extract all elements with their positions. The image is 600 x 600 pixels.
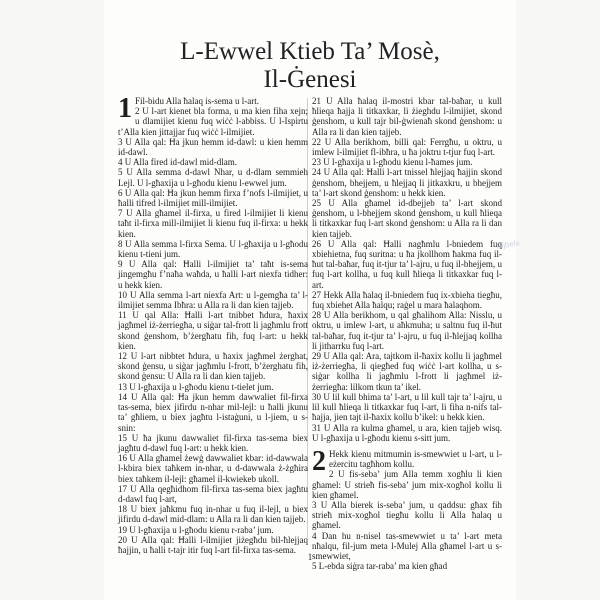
verse-text: 14 U Alla qal: Ħa jkun hemm dawwaliet fil-firxa tas-sema, biex jifirdu n-nhar mil-lejl: u ħalli jkunu ta’ għliem, u biex jagħtu l-istaġuni, u l-jiem, u s-snin: [118, 391, 308, 433]
verse [118, 106, 308, 137]
verse [118, 525, 308, 535]
verse [118, 351, 308, 382]
verse [118, 504, 308, 524]
verse-text: 11 U qal Alla: Ħalli l-art tnibbet ħdura, ħaxix jagħmel iż-żerriegħa, u siġar tal-frott li jagħmlu frott skond ġenshom, b’żergħatu fih, fuq l-art: u hekk kien. [118, 310, 308, 351]
verse-text: 4 Dan hu n-nisel tas-smewwiet u ta’ l-art meta nħalqu, fil-jum meta l-Mulej Alla għamel l-art u s-smewwiet, [312, 530, 502, 561]
bible-page [104, 0, 521, 600]
verse-text: 3 U Alla qal: Ħa jkun hemm id-dawl: u kien hemm id-dawl. [118, 136, 308, 158]
verse-text: 29 U Alla qal: Ara, tajtkom il-ħaxix kollu li jagħmel iż-żerriegħa, li qiegħed fuq wiċċ l-art kollha, u s-siġar kollha li jagħmlu l-frott li jagħmel iż-żerriegħa: lilkom tkun ta’ ikel. [312, 351, 502, 392]
verse-text: 6 U Alla qal: Ħa jkun hemm firxa f’nofs l-ilmijiet, u ħalli tifred l-ilmijiet mill-ilmijiet. [118, 187, 308, 209]
verse [118, 188, 308, 208]
verse [118, 484, 308, 504]
verse-text: 27 Hekk Alla ħalaq il-bniedem fuq ix-xbieha tiegħu, fuq xbiehet Alla ħalqu; raġel u mara ħalaqhom. [312, 289, 502, 311]
verse-text: 12 U l-art nibbtet ħdura, u ħaxix jagħmel żerghat, skond ġensu, u siġar jagħmlu l-frott, b’żerghatu fih, skond ġensu: U Alla ra li dan kien tajjeb. [118, 351, 308, 382]
verse-text: Hekk kienu mitmumin is-smewwiet u l-art, u l-eżercitu tagħhom kollu. [329, 448, 502, 470]
verse-text: 23 U l-għaxija u l-għodu kienu l-ħames jum. [312, 157, 473, 168]
page-number: 1 [307, 552, 313, 562]
verse [118, 137, 308, 157]
verse [312, 290, 502, 310]
verse-text: 17 U Alla qegħidhom fil-firxa tas-sema biex jagħtu d-dawl fuq l-art, [118, 483, 308, 504]
verse-text: 31 U Alla ra kulma għamel, u ara, kien tajjeb wisq. U l-għaxija u l-għodu kienu s-sitt jum. [312, 422, 502, 443]
verse-text: 28 U Alla berikhom, u qal għalihom Alla: Nisslu, u oktru, u imlew l-art, u aħkmuha; u saltnu fuq il-ħut tal-baħar, fuq it-tjur ta’ l-ajru, u fuq il-ħlejjaq kollha li jitharrku fuq l-art. [312, 310, 502, 351]
verse [118, 157, 308, 167]
verse-text: 7 U Alla għamel il-firxa, u fired l-ilmijiet li kienu taħt il-firxa mill-ilmijiet li kienu fuq il-firxa: u hekk kien. [118, 208, 308, 239]
verse [118, 290, 308, 310]
verse-text: 5 U Alla semma d-dawl Nhar, u d-dlam semmieh Lejl. U l-għaxija u l-għodu kienu l-ewwel jum. [118, 167, 308, 188]
verse-text: 13 U l-għaxija u l-għodu kienu t-tielet jum. [118, 381, 274, 392]
verse-text: 21 U Alla ħalaq il-mostri kbar tal-baħar, u kull ħlieqa ħajja li titkaxkar, li żieghdu l-ilmijiet, skond ġenshom, u kull tajr bil-ġwienaħ skond ġenshom: u Alla ra li dan kien tajjeb. [312, 96, 502, 137]
verse [118, 433, 308, 453]
left-text-column [118, 93, 308, 555]
verse-text: 10 U Alla semma l-art niexfa Art: u l-gemgħa ta’ l-ilmijiet semma Ibħra: u Alla ra li dan kien tajjeb. [118, 289, 308, 311]
verse [118, 259, 308, 290]
verse-text: 5 L-ebda siġra tar-raba’ ma kien għad [312, 561, 448, 572]
chapter-number: 1 [118, 93, 132, 124]
verse-text: 2 U l-art kienet bla forma, u ma kien fiha xejn; u dlamijiet kienu fuq wiċċ l-abbiss. U l-Ispirtu t’Alla kien jittajjar fuq wiċċ l-ilmijiet. [118, 106, 308, 137]
book-subtitle: Il-Ġenesi [263, 66, 357, 93]
verse-text: 25 U Alla għamel id-dbejjeb ta’ l-art skond ġenshom, u l-bhejjem skond ġenshom, u kull ħlieqa li titkaxkar fuq l-art skond ġenshom: u Alla ra li dan kien tajjeb. [312, 198, 502, 239]
verse [312, 137, 502, 157]
verse [118, 167, 308, 187]
chapter-start-verse [312, 445, 502, 477]
verse [118, 239, 308, 259]
verse [312, 310, 502, 351]
verse-text: 15 U ħa jkunu dawwaliet fil-firxa tas-sema biex jagħtu d-dawl fuq l-art: u hekk kien. [118, 432, 308, 453]
verse-text: 30 U lil kull bhima ta’ l-art, u lil kull tajr ta’ l-ajru, u lil kull ħlieqa li titkaxkar fuq l-art, li fiha n-nifs tal-ħajja, jien tajt il-ħaxix kollu b’ikel: u hekk kien. [312, 391, 502, 423]
verse [118, 392, 308, 433]
verse [312, 469, 502, 500]
right-text-column [312, 96, 502, 571]
verse [312, 167, 502, 198]
verse-text: 18 U biex jaħkmu fuq in-nhar u fuq il-lejl, u biex jifirdu d-dawl mid-dlam: u Alla ra li dan kien tajjeb. [118, 504, 308, 525]
verse-text: 2 U fis-seba’ jum Alla temm xogħlu li kien għamel: U strieħ fis-seba’ jum mix-xogħol kollu li kien għamel. [312, 469, 502, 500]
verse [312, 198, 502, 239]
book-title: L-Ewwel Ktieb Ta’ Mosè, [180, 38, 440, 65]
verse-text: 9 U Alla qal: Ħalli l-ilmijiet ta’ taħt is-sema jingemgħu f’naħa waħda, u ħalli l-art niexfa tidher: u hekk kien. [118, 259, 308, 290]
verse [312, 500, 502, 531]
verse [118, 453, 308, 484]
watermark: Bijbels [495, 238, 521, 251]
chapter-number: 2 [312, 445, 326, 477]
verse [312, 239, 502, 290]
verse [312, 96, 502, 137]
verse [312, 561, 502, 571]
verse-text: 22 U Alla berikhom, billi qal: Ferrgħu, u oktru, u imlew l-ilmijiet fl-ibħra, u ħa joktru t-tjur fuq l-art. [312, 136, 502, 158]
verse [118, 208, 308, 239]
verse-text: Fil-bidu Alla ħalaq is-sema u l-art. [135, 96, 259, 106]
verse [312, 351, 502, 392]
verse [312, 423, 502, 443]
verse-text: 3 U Alla bierek is-seba’ jum, u qaddsu: għax fih strieħ mix-xogħol tiegħu kollu li Alla ħalaq u għamel. [312, 499, 502, 531]
verse [312, 392, 502, 423]
verse-text: 8 U Alla semma l-firxa Sema. U l-għaxija u l-għodu kienu t-tieni jum. [118, 238, 308, 260]
verse-text: 24 U Alla qal: Ħalli l-art tnissel ħlejjaq ħajjin skond ġenshom, bhejjem, u ħlejjaq li jitkaxkru, u bhejjem ta’ l-art skond ġenshom: u hekk kien. [312, 167, 502, 198]
verse-text: 20 U Alla qal: Ħalli l-ilmijiet jiżegħdu bil-ħlejjaq ħajjin, u ħalli t-tajr itir fuq l-art fil-firxa tas-sema. [118, 534, 308, 555]
verse-text: 4 U Alla fired id-dawl mid-dlam. [118, 157, 237, 168]
verse-text: 26 U Alla qal: Ħalli nagħmlu l-bniedem fuq xbiehietna, fuq suritna: u ħa jkollhom ħakma fuq il-ħut tal-baħar, fuq it-tjur ta’ l-ajru, u fuq il-bhejjem, u fuq l-art kollha, u fuq kull ħlieqa li titkaxkar fuq l-art. [312, 238, 502, 290]
verse [118, 382, 308, 392]
verse-text: 19 U l-għaxija u l-għodu kienu r-raba’ jum. [118, 524, 274, 535]
verse-text: 16 U Alla għamel żewġ dawwaliet kbar: id-dawwala l-kbira biex taħkem in-nhar, u d-dawwala ż-żgħira biex taħkem il-lejl: għamel il-kwiekeb ukoll. [118, 453, 308, 484]
verse [312, 157, 502, 167]
verse [118, 310, 308, 351]
